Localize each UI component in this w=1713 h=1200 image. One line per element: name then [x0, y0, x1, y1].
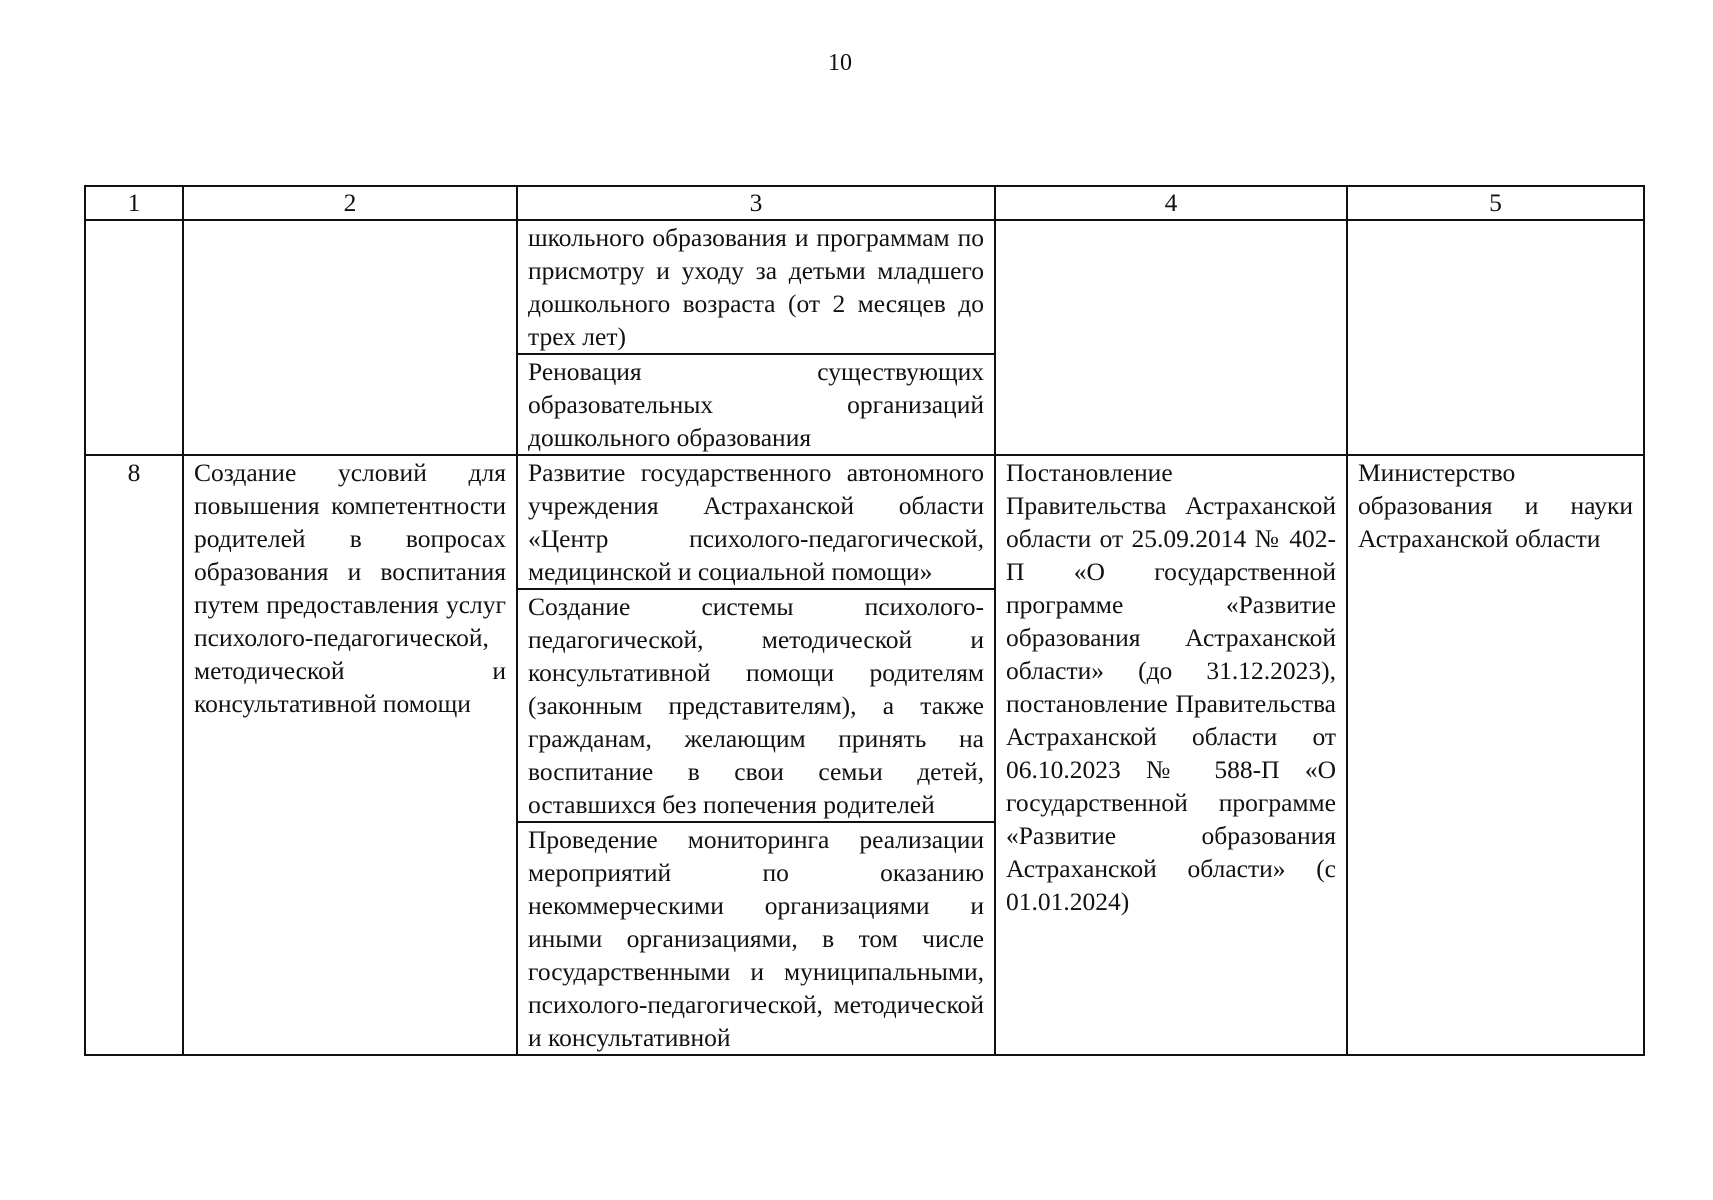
document-table [84, 185, 1645, 1056]
activity-text: Проведение мониторинга реализации мероприятий по оказанию некоммерческими организациями и иными организациями, в том числе государственными и муниципальными, психолого-педагогической, методической и консультативной [528, 825, 984, 1052]
table-row [85, 455, 1644, 1055]
header-col-1: 1 [85, 186, 183, 220]
task-cell: Создание условий для повышения компетентности родителей в вопросах образования и воспитания путем предоставления услуг психолого-педагогической, методической и консультативной помощи [183, 455, 517, 1055]
responsible-cell [1347, 220, 1644, 455]
activity-text: Создание системы психолого-педагогической, методической и консультативной помощи родителям (законным представителям), а также гражданам, желающим принять на воспитание в свои семьи детей, оставшихся без попечения родителей [528, 592, 984, 819]
legal-act-cell: Постановление Правительства Астраханской области от 25.09.2014 № 402-П «О государственной программе «Развитие образования Астраханской области» (до 31.12.2023), постановление Правительства Астраханской области от 06.10.2023 № 588-П «О государственной программе «Развитие образования Астраханской области» (с 01.01.2024) [995, 455, 1347, 1055]
activities-cell [517, 220, 995, 455]
header-col-5: 5 [1347, 186, 1644, 220]
responsible-cell: Министерство образования и науки Астраханской области [1347, 455, 1644, 1055]
activity-item [518, 588, 994, 821]
header-col-4: 4 [995, 186, 1347, 220]
row-number [85, 220, 183, 455]
page-number: 10 [828, 50, 852, 76]
activity-item [518, 221, 994, 353]
activity-text: Реновация существующих образовательных организаций дошкольного образования [528, 357, 984, 452]
table-header-row [85, 186, 1644, 220]
activity-text: школьного образования и программам по присмотру и уходу за детьми младшего дошкольного возраста (от 2 месяцев до трех лет) [528, 223, 984, 351]
task-cell [183, 220, 517, 455]
legal-act-cell [995, 220, 1347, 455]
row-number: 8 [85, 455, 183, 1055]
header-col-2: 2 [183, 186, 517, 220]
activity-item [518, 353, 994, 454]
activity-item [518, 821, 994, 1054]
activity-text: Развитие государственного автономного учреждения Астраханской области «Центр психолого-педагогической, медицинской и социальной помощи» [528, 458, 984, 586]
activity-item [518, 456, 994, 588]
header-col-3: 3 [517, 186, 995, 220]
activities-cell [517, 455, 995, 1055]
table-row [85, 220, 1644, 455]
